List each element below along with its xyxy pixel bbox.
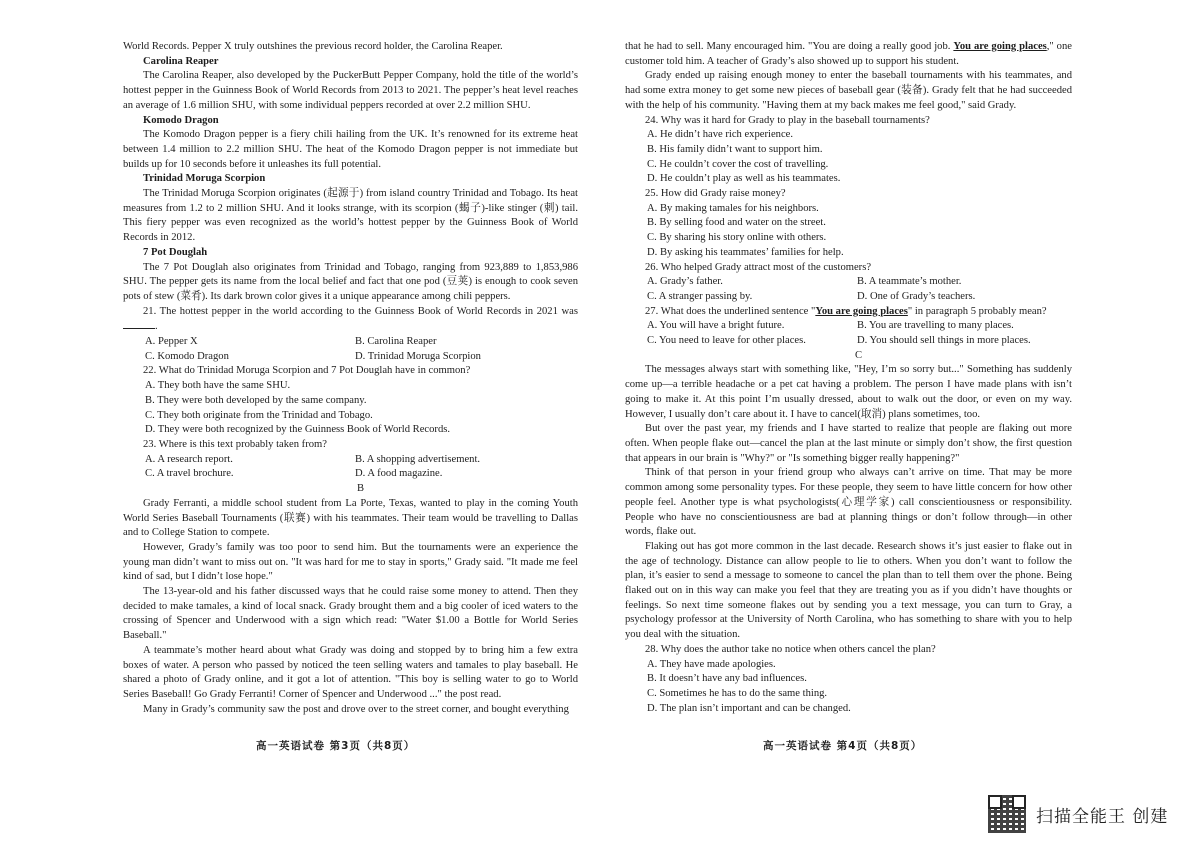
option-a: A. They both have the same SHU. bbox=[145, 380, 291, 392]
option-c: C. Sometimes he has to do the same thing. bbox=[647, 687, 828, 699]
left-page bbox=[123, 40, 578, 717]
question-23-stem: 23. Where is this text probably taken from? bbox=[143, 438, 327, 450]
question-22-stem: 22. What do Trinidad Moruga Scorpion and 7 Pot Douglah have in common? bbox=[143, 365, 471, 377]
heading-komodo-dragon: Komodo Dragon bbox=[143, 114, 219, 126]
option-c: C. You need to leave for other places. bbox=[647, 335, 806, 347]
option-a: A. Pepper X bbox=[145, 336, 198, 348]
passage-c-paragraph-1: The messages always start with something like, "Hey, I’m so sorry but..." Something has suddenly come up—a terrible headache or a pet cat having a problem. The person I have made plans with isn’t going to make it. At this point I’m usually dressed, about to walk out the door, or even on my way. However, I usually don’t care about it. I have to cancel(取消) plans sometimes, too. bbox=[625, 364, 1072, 420]
option-a: A. Grady’s father. bbox=[647, 276, 723, 288]
paragraph-komodo-dragon: The Komodo Dragon pepper is a fiery chili hailing from the UK. It’s renowned for its extreme heat between 1.4 million to 2.2 million SHU. The heat of the Komodo Dragon pepper is not immediate but builds up for 10 seconds before it unleashes its full potential. bbox=[123, 129, 578, 170]
option-a: A. He didn’t have rich experience. bbox=[647, 129, 793, 141]
question-25 bbox=[625, 187, 1072, 261]
option-a: A. A research report. bbox=[145, 453, 233, 465]
question-21 bbox=[123, 305, 578, 365]
passage-b-paragraph-5-start: Many in Grady’s community saw the post and drove over to the street corner, and bought everything bbox=[143, 703, 569, 715]
heading-carolina-reaper: Carolina Reaper bbox=[143, 55, 219, 67]
option-b: B. His family didn’t want to support him. bbox=[647, 143, 823, 155]
underlined-sentence: You are going places bbox=[953, 41, 1047, 52]
passage-b-paragraph-1: Grady Ferranti, a middle school student from La Porte, Texas, wanted to play in the coming Youth World Series Baseball Tournaments (联赛) with his teammates. Their team would be travelling to Dallas and to College Station to compete. bbox=[123, 497, 578, 539]
passage-c-paragraph-4: Flaking out has got more common in the last decade. Research shows it’s just easier to flake out in the age of technology. Distance can allow people to lie to others. When you don’t want to follow the plan, it’s easier to send a message to someone to cancel the plan than to tell them over the phone. Being flaked out on in this way can make you feel that they are treating you as if you didn’t have thoughts or feelings. So next time someone flakes out by sending you a text message, you can turn to Gray, a psychology professor at the University of North Carolina, who has something to share with you to help you deal with the situation. bbox=[625, 540, 1072, 641]
option-b: B. A shopping advertisement. bbox=[355, 453, 481, 465]
intro-line: World Records. Pepper X truly outshines the previous record holder, the Carolina Reaper. bbox=[123, 41, 503, 52]
passage-b-paragraph-4: A teammate’s mother heard about what Grady was doing and stopped by to bring him a few extra boxes of water. A person who passed by noticed the teen selling waters and tamales to play baseball. He shared a photo of Grady online, and it got a lot of attention. "This boy is selling water to go to World Series Baseball! Go Grady Ferranti! Corner of Spencer and Underwood ..." the post read. bbox=[123, 644, 578, 700]
qr-code-icon bbox=[988, 795, 1026, 833]
option-c: C. Komodo Dragon bbox=[145, 350, 229, 362]
question-25-stem: 25. How did Grady raise money? bbox=[645, 188, 786, 200]
option-c: C. A stranger passing by. bbox=[647, 290, 753, 302]
passage-b-paragraph-3: The 13-year-old and his father discussed ways that he could raise some money to attend. Then they decided to make tamales, a kind of local snack. Grady brought them and a big cooler of iced waters to the crossing of Spencer and Underwood with a sign which read: "Water $1.00 a Bottle for World Series Baseball." bbox=[123, 586, 578, 642]
option-b: B. They were both developed by the same company. bbox=[145, 394, 367, 406]
question-26 bbox=[625, 261, 1072, 305]
question-21-stem: 21. The hottest pepper in the world according to the Guinness Book of World Records in 2021 was bbox=[143, 305, 578, 317]
option-d: D. You should sell things in more places. bbox=[857, 335, 1031, 347]
passage-b-paragraph-6: Grady ended up raising enough money to enter the baseball tournaments with his teammates, and had some extra money to get some new pieces of baseball gear (装备). Grady felt that he had succeeded with the help of his community. "Having them at my back makes me feel good," said Grady. bbox=[625, 70, 1072, 111]
question-28-stem: 28. Why does the author take no notice when others cancel the plan? bbox=[645, 643, 936, 655]
question-22 bbox=[123, 364, 578, 438]
option-b: B. A teammate’s mother. bbox=[857, 276, 962, 288]
option-b: B. You are travelling to many places. bbox=[857, 320, 1014, 332]
paragraph-carolina-reaper: The Carolina Reaper, also developed by the PuckerButt Pepper Company, hold the title of the world’s hottest pepper in the Guinness Book of World Records from 2013 to 2021. The pepper’s heat level reaches an average of 1.6 million SHU, with some individual peppers recorded at over 2.2 million SHU. bbox=[123, 70, 578, 111]
heading-trinidad-moruga-scorpion: Trinidad Moruga Scorpion bbox=[143, 173, 266, 185]
question-26-stem: 26. Who helped Grady attract most of the customers? bbox=[645, 261, 872, 273]
option-d: D. Trinidad Moruga Scorpion bbox=[355, 350, 481, 362]
question-28 bbox=[625, 643, 1072, 717]
paragraph-7-pot-douglah: The 7 Pot Douglah also originates from Trinidad and Tobago, ranging from 923,889 to 1,853,986 SHU. The pepper gets its name from the local belief and fact that one pod (豆荚) is enough to cook seven pots of stew (菜肴). Its dark brown color gives it a unique appearance among chili peppers. bbox=[123, 261, 578, 302]
option-a: A. By making tamales for his neighbors. bbox=[647, 202, 819, 214]
option-b: B. It doesn’t have any bad influences. bbox=[647, 673, 807, 685]
option-c: C. By sharing his story online with others. bbox=[647, 232, 827, 244]
passage-b-paragraph-2: However, Grady’s family was too poor to send him. But the tournaments were an experience the young man didn’t want to miss out on. "It was hard for me to stay in sports," Grady said. "It made me feel kind of sad, but I didn’t lose hope." bbox=[123, 541, 578, 583]
option-b: B. By selling food and water on the street. bbox=[647, 217, 826, 229]
option-d: D. He couldn’t play as well as his teammates. bbox=[647, 173, 841, 185]
option-c: C. He couldn’t cover the cost of travelling. bbox=[647, 158, 829, 170]
page-footer-left: 高一英语试卷 第3页（共8页） bbox=[256, 740, 416, 752]
question-27-stem: 27. What does the underlined sentence "You are going places" in paragraph 5 probably mean? bbox=[645, 305, 1047, 317]
right-page bbox=[625, 40, 1072, 716]
option-a: A. You will have a bright future. bbox=[647, 320, 785, 332]
passage-c-paragraph-3: Think of that person in your friend group who always can’t arrive on time. That may be more common among some personality types. For these people, they seem to have little concern for how other people feel. Another type is what psychologists(心理学家) call conscientiousness or responsibility. People who have no conscientiousness are bad at planning things or don’t follow through—in other words, flake out. bbox=[625, 467, 1072, 538]
scanner-watermark-text: 扫描全能王 创建 bbox=[1036, 806, 1169, 827]
section-c-label: C bbox=[854, 349, 863, 361]
option-b: B. Carolina Reaper bbox=[355, 336, 437, 348]
question-27 bbox=[625, 305, 1072, 349]
heading-7-pot-douglah: 7 Pot Douglah bbox=[143, 246, 208, 258]
question-21-end: . bbox=[155, 321, 158, 333]
underlined-sentence-reference: You are going places bbox=[815, 305, 908, 317]
passage-b-paragraph-5-continued: that he had to sell. Many encouraged him. "You are doing a really good job. You are going places," one customer told him. A teacher of Grady’s also showed up to support his student. bbox=[625, 41, 1072, 67]
option-c: C. A travel brochure. bbox=[145, 468, 234, 480]
passage-c-paragraph-2: But over the past year, my friends and I have started to realize that people are flaking out more often. When people flake out—cancel the plan at the last minute or simply don’t show, the first question that appears in our brain is "Why?" or "Is something bigger really happening?" bbox=[625, 423, 1072, 464]
paragraph-trinidad-moruga-scorpion: The Trinidad Moruga Scorpion originates (起源于) from island country Trinidad and Tobago. Its heat measures from 1.2 to 2 million SHU. And it looks strange, with its scorpion (蝎子)-like stinger (刺) tail. This fiery pepper was even recognized as the world’s hottest pepper by the Guinness Book of World Records in 2012. bbox=[123, 188, 578, 244]
option-d: D. By asking his teammates’ families for help. bbox=[647, 246, 844, 258]
option-c: C. They both originate from the Trinidad and Tobago. bbox=[145, 409, 373, 421]
question-23 bbox=[123, 438, 578, 482]
option-d: D. A food magazine. bbox=[355, 468, 443, 480]
question-24-stem: 24. Why was it hard for Grady to play in the baseball tournaments? bbox=[645, 114, 930, 126]
option-d: D. They were both recognized by the Guinness Book of World Records. bbox=[145, 424, 451, 436]
answer-blank bbox=[123, 319, 155, 329]
option-d: D. The plan isn’t important and can be changed. bbox=[647, 702, 851, 714]
section-b-label: B bbox=[356, 483, 365, 495]
scanner-watermark bbox=[988, 794, 1168, 834]
option-a: A. They have made apologies. bbox=[647, 658, 776, 670]
page-footer-right: 高一英语试卷 第4页（共8页） bbox=[763, 740, 923, 752]
question-24 bbox=[625, 114, 1072, 188]
option-d: D. One of Grady’s teachers. bbox=[857, 290, 976, 302]
